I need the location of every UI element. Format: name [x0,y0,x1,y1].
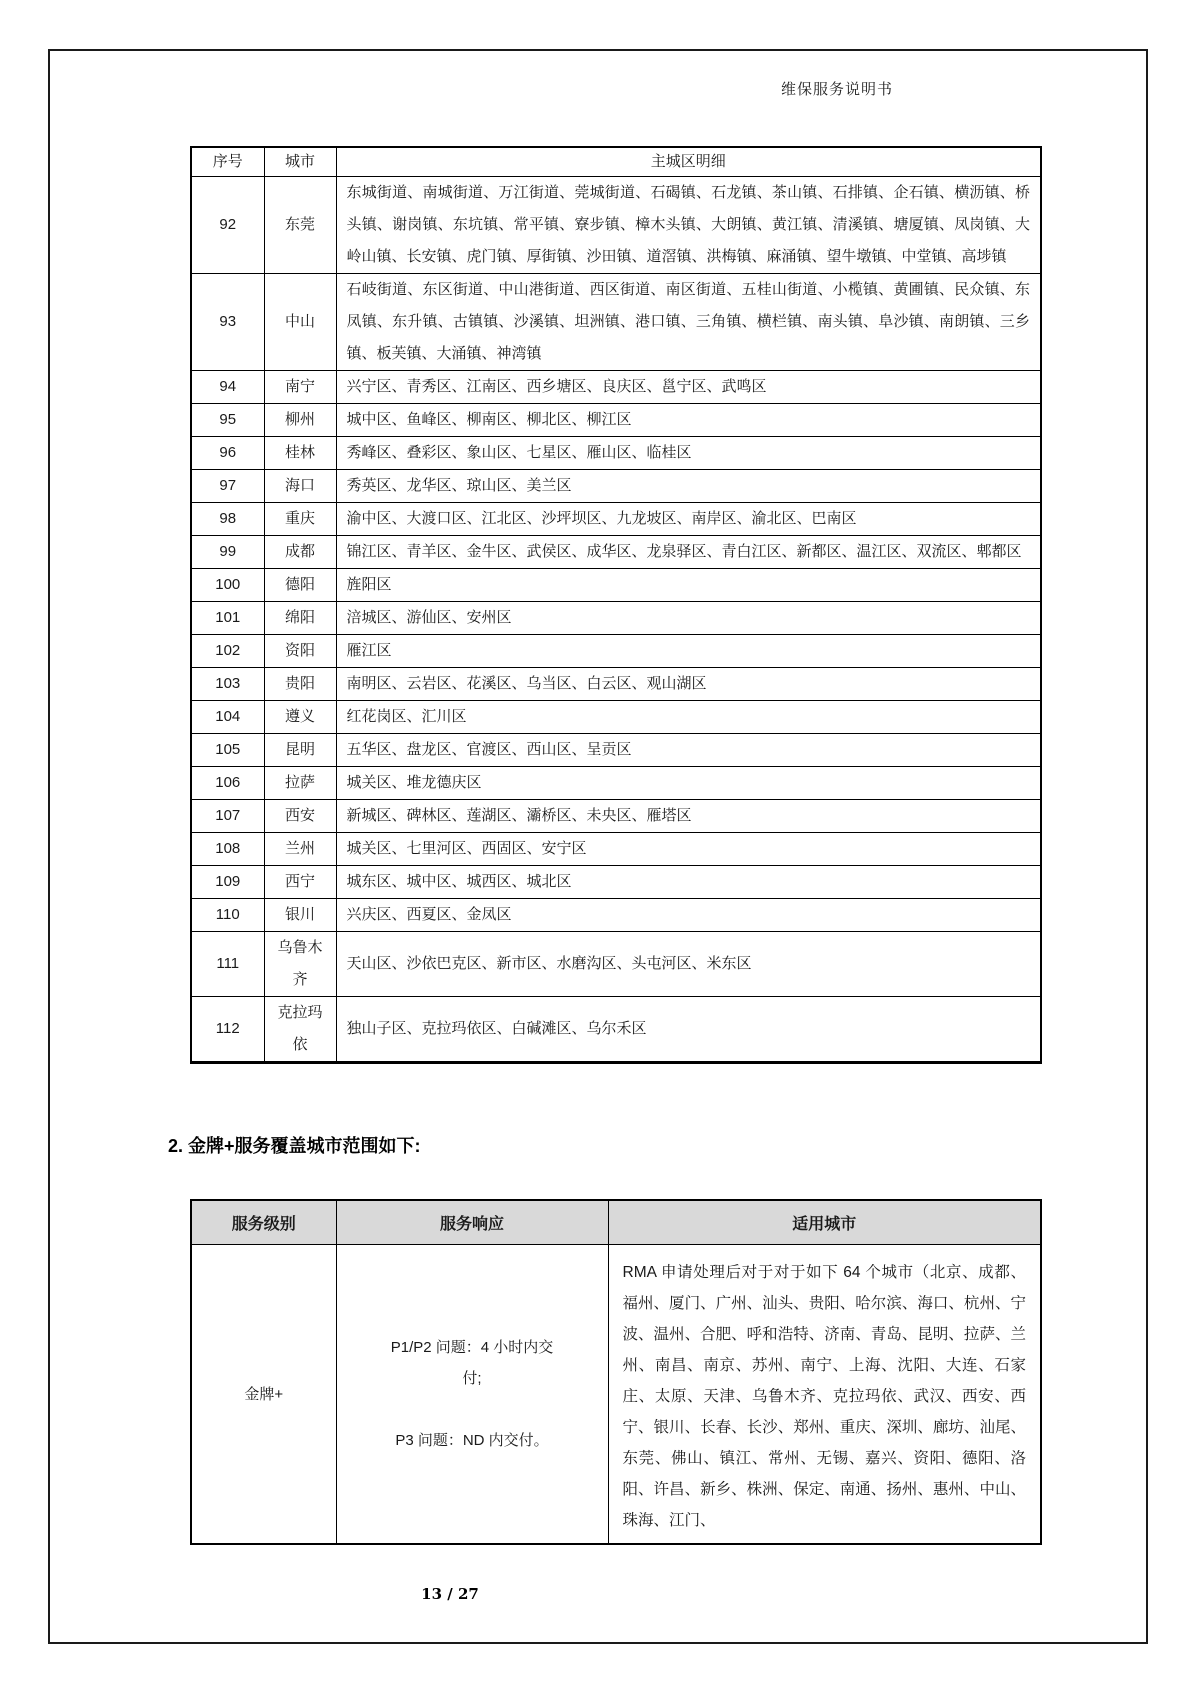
table-row [191,800,1041,833]
row-city: 东莞 [264,177,336,274]
row-districts: 独山子区、克拉玛依区、白碱滩区、乌尔禾区 [336,997,1041,1062]
col-header-service-response: 服务响应 [336,1200,608,1244]
row-no [191,1062,264,1064]
table-row [191,997,1041,1062]
table-row [191,177,1041,274]
row-city: 重庆 [264,503,336,536]
row-city: 遵义 [264,701,336,734]
row-districts: 雁江区 [336,635,1041,668]
col-header-city: 城市 [264,147,336,177]
row-no: 106 [191,767,264,800]
table-row [191,470,1041,503]
row-districts: 兴宁区、青秀区、江南区、西乡塘区、良庆区、邕宁区、武鸣区 [336,371,1041,404]
col-header-districts: 主城区明细 [336,147,1041,177]
row-no: 109 [191,866,264,899]
table-row [191,569,1041,602]
row-districts: 城关区、堆龙德庆区 [336,767,1041,800]
row-districts: 红花岗区、汇川区 [336,701,1041,734]
row-districts: 涪城区、游仙区、安州区 [336,602,1041,635]
row-districts: 渝中区、大渡口区、江北区、沙坪坝区、九龙坡区、南岸区、渝北区、巴南区 [336,503,1041,536]
row-no: 101 [191,602,264,635]
row-no: 108 [191,833,264,866]
table-row [191,701,1041,734]
col-header-applicable-cities: 适用城市 [608,1200,1041,1244]
service-table-header-row [191,1200,1041,1244]
row-no: 92 [191,177,264,274]
row-no: 97 [191,470,264,503]
table-row [191,767,1041,800]
row-no: 107 [191,800,264,833]
table-row [191,404,1041,437]
col-header-no: 序号 [191,147,264,177]
table-row [191,635,1041,668]
row-no: 100 [191,569,264,602]
table-row [191,932,1041,997]
row-no: 112 [191,997,264,1062]
row-no: 110 [191,899,264,932]
row-districts: 天山区、沙依巴克区、新市区、水磨沟区、头屯河区、米东区 [336,932,1041,997]
row-city: 德阳 [264,569,336,602]
row-city: 贵阳 [264,668,336,701]
row-no: 105 [191,734,264,767]
row-no: 102 [191,635,264,668]
row-no: 111 [191,932,264,997]
row-no: 103 [191,668,264,701]
row-city: 乌鲁木齐 [264,932,336,997]
row-no: 94 [191,371,264,404]
row-city: 西安 [264,800,336,833]
table-row [191,437,1041,470]
row-districts: 新城区、碑林区、莲湖区、灞桥区、未央区、雁塔区 [336,800,1041,833]
row-districts: 旌阳区 [336,569,1041,602]
row-no: 96 [191,437,264,470]
row-city: 绵阳 [264,602,336,635]
page-number: 13 / 27 [421,1585,479,1603]
col-header-service-level: 服务级别 [191,1200,336,1244]
row-districts: 五华区、盘龙区、官渡区、西山区、呈贡区 [336,734,1041,767]
table-row [191,274,1041,371]
table-row [191,734,1041,767]
row-no: 93 [191,274,264,371]
row-city: 克拉玛依 [264,997,336,1062]
row-districts: 锦江区、青羊区、金牛区、武侯区、成华区、龙泉驿区、青白江区、新都区、温江区、双流区、郫都区 [336,536,1041,569]
row-districts: 石岐街道、东区街道、中山港街道、西区街道、南区街道、五桂山街道、小榄镇、黄圃镇、民众镇、东凤镇、东升镇、古镇镇、沙溪镇、坦洲镇、港口镇、三角镇、横栏镇、南头镇、阜沙镇、南朗镇、三乡镇、板芙镇、大涌镇、神湾镇 [336,274,1041,371]
row-city: 柳州 [264,404,336,437]
table-row [191,1062,1041,1064]
table-row [191,602,1041,635]
row-districts: 兴庆区、西夏区、金凤区 [336,899,1041,932]
city-table-header-row [191,147,1041,177]
service-response-value [336,1244,608,1544]
row-city: 资阳 [264,635,336,668]
row-city: 南宁 [264,371,336,404]
row-city: 银川 [264,899,336,932]
row-city: 成都 [264,536,336,569]
row-city: 昆明 [264,734,336,767]
table-row [191,833,1041,866]
row-no: 98 [191,503,264,536]
row-city: 桂林 [264,437,336,470]
row-districts: 城东区、城中区、城西区、城北区 [336,866,1041,899]
row-no: 95 [191,404,264,437]
applicable-cities-value: RMA 申请处理后对于对于如下 64 个城市（北京、成都、福州、厦门、广州、汕头、贵阳、哈尔滨、海口、杭州、宁波、温州、合肥、呼和浩特、济南、青岛、昆明、拉萨、兰州、南昌、南京、苏州、南宁、上海、沈阳、大连、石家庄、太原、天津、乌鲁木齐、克拉玛依、武汉、西安、西宁、银川、长春、长沙、郑州、重庆、深圳、廊坊、汕尾、东莞、佛山、镇江、常州、无锡、嘉兴、资阳、德阳、洛阳、许昌、新乡、株洲、保定、南通、扬州、惠州、中山、珠海、江门、 [608,1244,1041,1544]
service-level-value: 金牌+ [191,1244,336,1544]
section-heading: 2. 金牌+服务覆盖城市范围如下: [168,1136,421,1156]
row-districts: 秀峰区、叠彩区、象山区、七星区、雁山区、临桂区 [336,437,1041,470]
row-no: 104 [191,701,264,734]
response-paragraph-2: P3 问题：ND 内交付。 [395,1431,549,1449]
row-districts: 城关区、七里河区、西固区、安宁区 [336,833,1041,866]
table-row [191,668,1041,701]
row-city: 兰州 [264,833,336,866]
table-row [191,1244,1041,1544]
table-row [191,371,1041,404]
city-districts-table [190,146,1042,1064]
row-districts: 秀英区、龙华区、琼山区、美兰区 [336,470,1041,503]
row-districts: 东城街道、南城街道、万江街道、莞城街道、石碣镇、石龙镇、茶山镇、石排镇、企石镇、横沥镇、桥头镇、谢岗镇、东坑镇、常平镇、寮步镇、樟木头镇、大朗镇、黄江镇、清溪镇、塘厦镇、凤岗镇、大岭山镇、长安镇、虎门镇、厚街镇、沙田镇、道滘镇、洪梅镇、麻涌镇、望牛墩镇、中堂镇、高埗镇 [336,177,1041,274]
row-districts: 城中区、鱼峰区、柳南区、柳北区、柳江区 [336,404,1041,437]
table-row [191,866,1041,899]
row-districts [336,1062,1041,1064]
table-row [191,536,1041,569]
row-no: 99 [191,536,264,569]
table-row [191,503,1041,536]
service-level-table [190,1199,1042,1545]
row-city: 西宁 [264,866,336,899]
row-districts: 南明区、云岩区、花溪区、乌当区、白云区、观山湖区 [336,668,1041,701]
row-city: 拉萨 [264,767,336,800]
row-city: 中山 [264,274,336,371]
table-row [191,899,1041,932]
response-paragraph-1: P1/P2 问题：4 小时内交付; [390,1338,554,1387]
doc-header-title: 维保服务说明书 [780,81,893,98]
row-city: 海口 [264,470,336,503]
row-city [264,1062,336,1064]
